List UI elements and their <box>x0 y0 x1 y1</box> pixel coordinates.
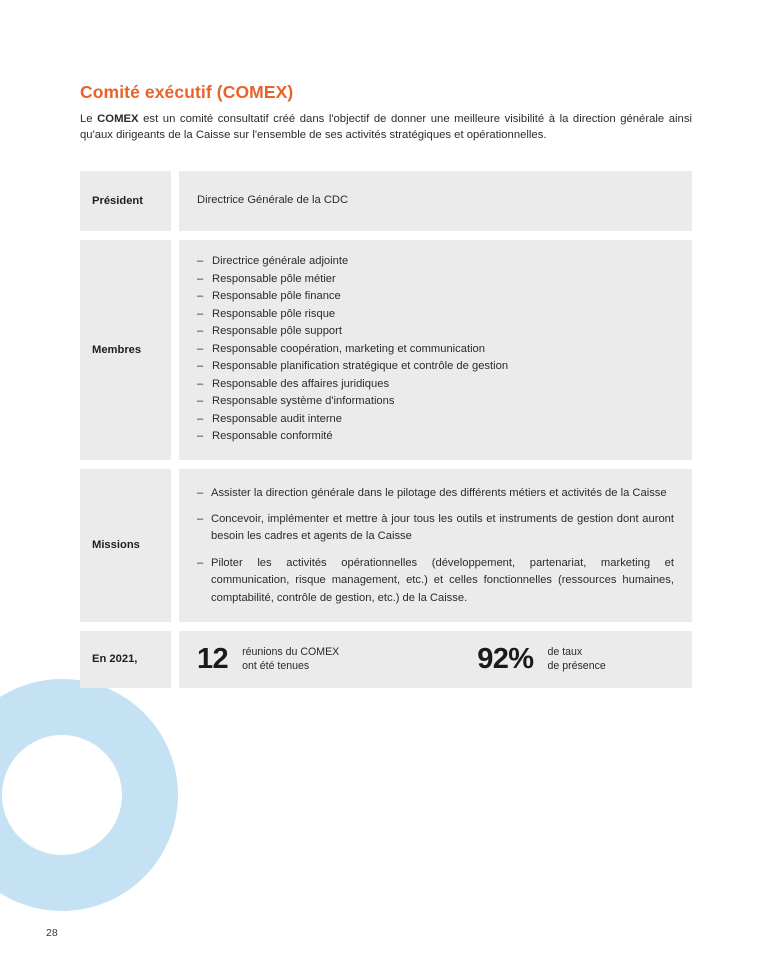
list-item: – Concevoir, implémenter et mettre à jour tous les outils et instruments de gestion dont auront besoin les cadres et agents de la Caisse <box>197 511 674 546</box>
list-item: – Assister la direction générale dans le pilotage des différents métiers et activités de la Caisse <box>197 485 674 502</box>
list-item: – Responsable pôle support <box>197 323 674 341</box>
intro-text-after: est un comité consultatif créé dans l'objectif de donner une meilleure visibilité à la direction générale ainsi qu'aux dirigeants de la Caisse sur l'ensemble de ses activités stratégiques et opérationnelles. <box>80 113 692 141</box>
table-row-stats <box>80 631 692 688</box>
list-item: – Responsable planification stratégique et contrôle de gestion <box>197 358 674 376</box>
row-label-year: En 2021, <box>80 631 171 688</box>
list-item: – Responsable pôle risque <box>197 306 674 324</box>
table-row-president <box>80 171 692 231</box>
intro-text-before: Le <box>80 113 98 125</box>
list-item: – Responsable pôle métier <box>197 271 674 289</box>
page-title: Comité exécutif (COMEX) <box>80 82 294 102</box>
intro-paragraph <box>80 112 692 144</box>
list-item: – Piloter les activités opérationnelles (développement, partenariat, marketing et communication, risque management, etc.) et celles fonctionnelles (ressources humaines, comptabilité, contrôle de gestion, etc.) de la Caisse. <box>197 555 674 607</box>
stat-meetings-line1: réunions du COMEX <box>242 645 340 658</box>
decorative-ring-graphic <box>0 679 178 911</box>
stat-meetings-label <box>242 645 339 674</box>
comex-table <box>80 171 692 688</box>
list-item: – Responsable des affaires juridiques <box>197 376 674 394</box>
stat-meetings <box>197 642 340 675</box>
stat-attendance-label <box>547 645 605 674</box>
row-label-missions: Missions <box>80 469 171 622</box>
row-content-president <box>179 171 692 231</box>
missions-list <box>197 485 674 607</box>
row-label-membres: Membres <box>80 240 171 460</box>
page-number: 28 <box>46 927 58 939</box>
row-content-stats <box>179 631 692 688</box>
row-content-missions <box>179 469 692 622</box>
list-item: – Responsable audit interne <box>197 411 674 429</box>
list-item: – Responsable système d'informations <box>197 393 674 411</box>
stat-attendance-line1: de taux <box>547 645 583 658</box>
membres-list <box>197 253 674 446</box>
list-item: – Responsable pôle finance <box>197 288 674 306</box>
stat-attendance <box>477 642 606 675</box>
stat-attendance-number: 92% <box>477 642 534 675</box>
row-label-president: Président <box>80 171 171 231</box>
table-row-membres <box>80 240 692 460</box>
stat-meetings-number: 12 <box>197 642 229 675</box>
list-item: – Responsable conformité <box>197 428 674 446</box>
stat-meetings-line2: ont été tenues <box>242 660 310 673</box>
table-row-missions <box>80 469 692 622</box>
row-content-membres <box>179 240 692 460</box>
president-value: Directrice Générale de la CDC <box>197 194 349 207</box>
list-item: – Responsable coopération, marketing et communication <box>197 341 674 359</box>
stat-attendance-line2: de présence <box>547 660 606 673</box>
list-item: – Directrice générale adjointe <box>197 253 674 271</box>
intro-bold-term: COMEX <box>97 113 139 125</box>
